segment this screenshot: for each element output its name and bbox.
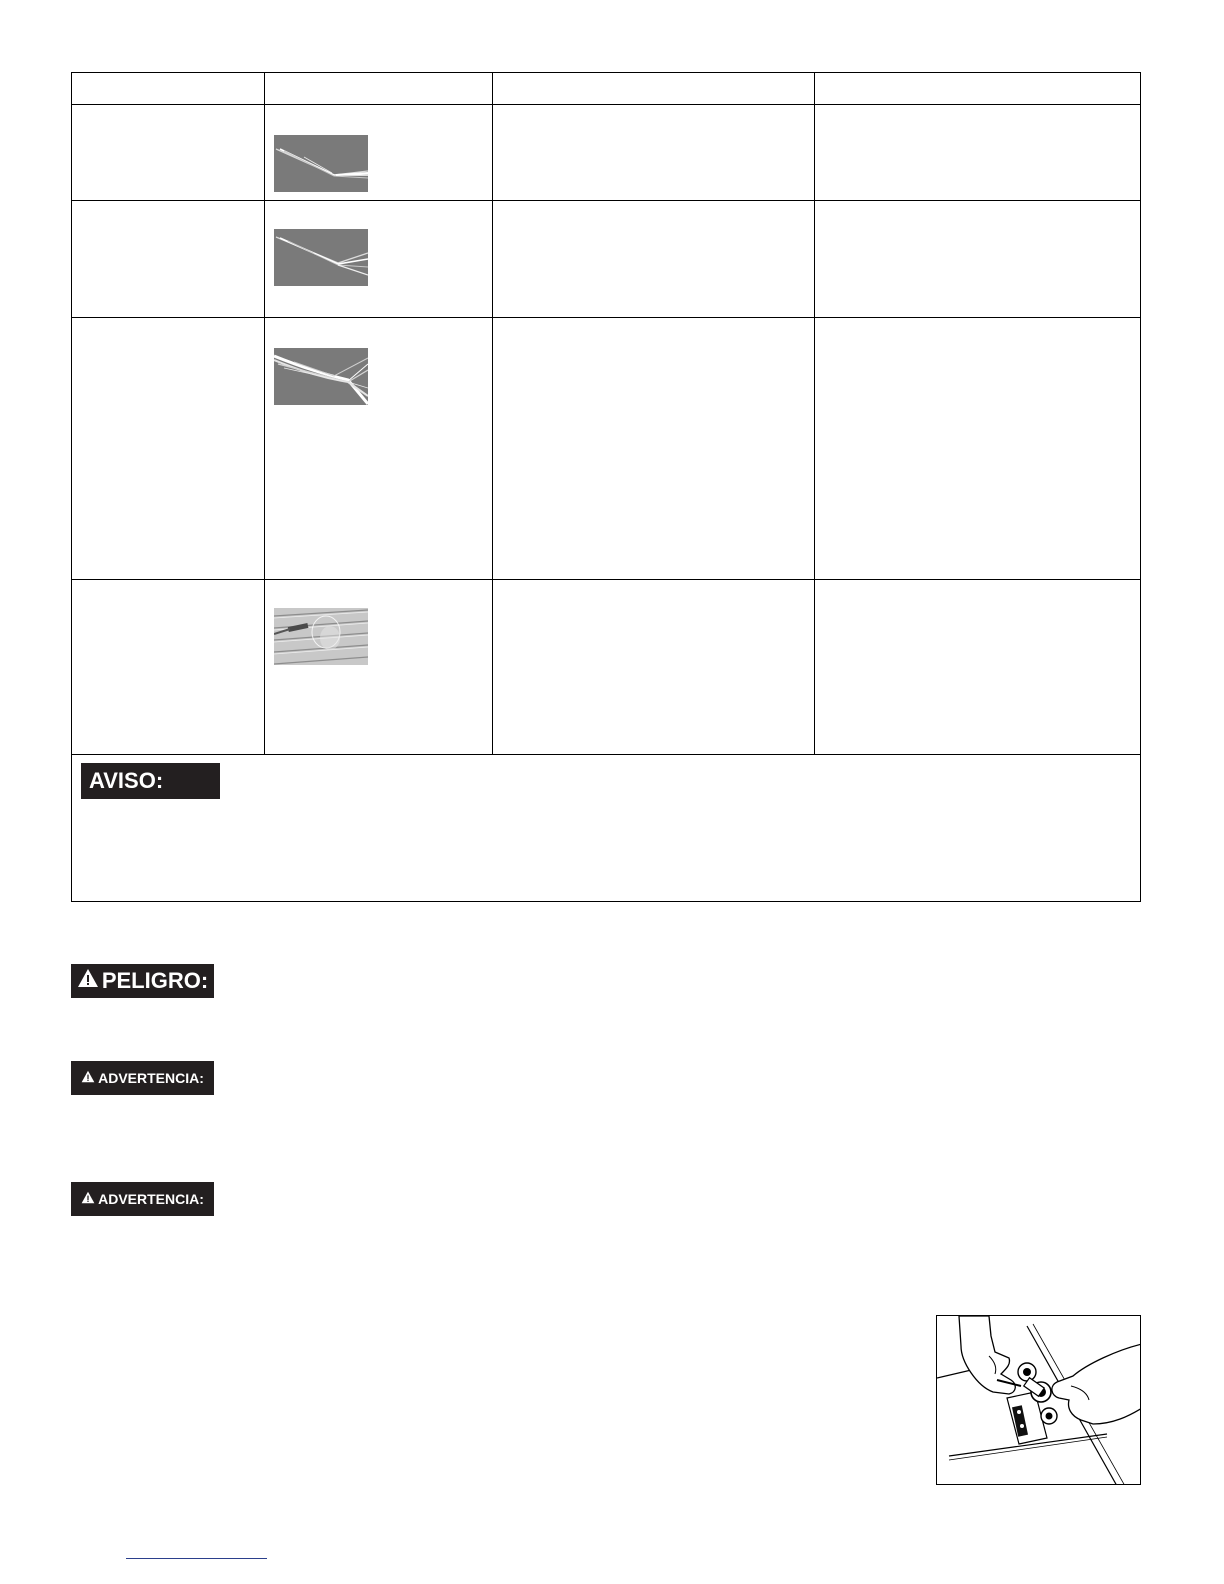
spray-wide-fan-icon [274,348,368,405]
warning-triangle-icon [81,1070,95,1086]
hands-connecting-nozzle-icon [936,1315,1141,1485]
spray-fan-icon [274,135,368,192]
warning-label [71,1061,214,1095]
soap-spray-siding-icon [274,608,368,665]
column-divider [492,73,493,754]
column-divider [264,73,265,754]
warning-label-text: ADVERTENCIA: [98,1191,204,1207]
warning-label [71,1182,214,1216]
row-divider [72,104,1140,105]
danger-label [71,964,214,998]
danger-label-text: PELIGRO: [101,968,209,993]
nozzle-table [71,72,1141,902]
warning-triangle-icon [81,1191,95,1207]
footer-link[interactable] [126,1558,267,1559]
warning-triangle-icon [77,968,99,994]
row-divider [72,754,1140,755]
column-divider [814,73,815,754]
warning-label-text: ADVERTENCIA: [98,1070,204,1086]
notice-label: AVISO: [81,763,220,799]
row-divider [72,200,1140,201]
row-divider [72,579,1140,580]
spray-fan-icon [274,229,368,286]
row-divider [72,317,1140,318]
